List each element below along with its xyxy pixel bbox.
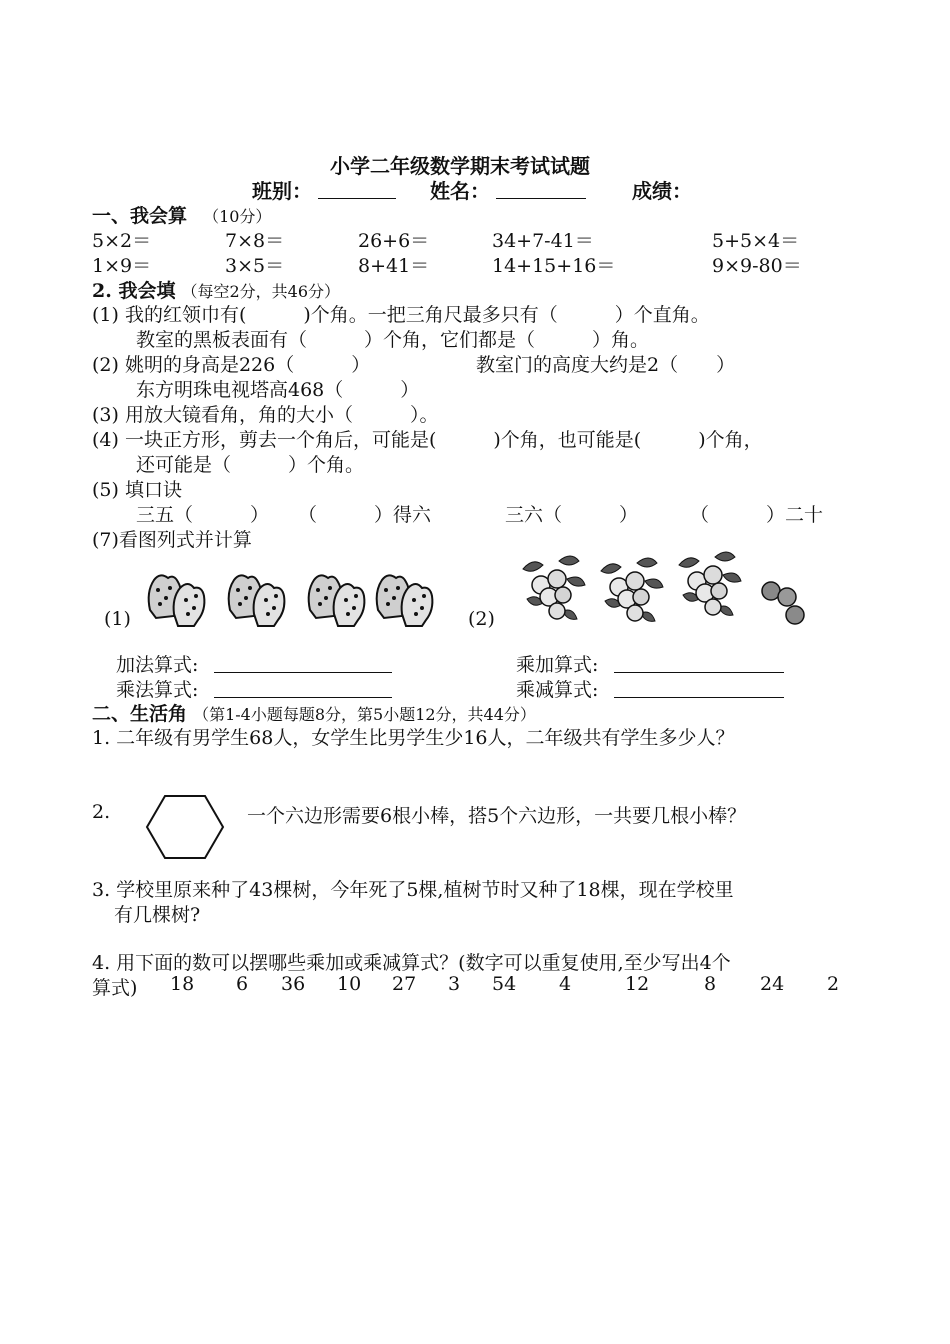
picture-question-title: (7)看图列式并计算 [92,529,252,551]
mult-sub-answer-line[interactable] [614,675,784,698]
rhyme-a: 三五（ ） [136,504,270,526]
rhyme-d: （ ）二十 [690,504,824,526]
picture-1-label: (1) [104,608,131,630]
section1-heading: 一、我会算 [92,205,188,227]
gloves-illustration [140,570,440,630]
word-problem-4a: 4. 用下面的数可以摆哪些乘加或乘减算式？(数字可以重复使用,至少写出4个 [92,952,731,974]
class-field[interactable] [318,176,396,199]
number-item: 2 [827,973,840,995]
rhyme-c: 三六（ ） [505,504,639,526]
fill-question-1a: (1) 我的红领巾有( )个角。一把三角尺最多只有（ ）个直角。 [92,304,710,326]
picture-2-label: (2) [468,608,495,630]
mult-add-label: 乘加算式: [516,654,599,676]
word-problem-2-number: 2. [92,801,111,823]
calc-item: 1×9＝ [92,255,152,277]
word-problem-4-prefix: 算式) [92,977,138,999]
calc-item: 34+7-41＝ [492,230,594,252]
name-label: 姓名： [430,179,490,203]
name-field[interactable] [496,176,586,199]
calc-item: 14+15+16＝ [492,255,616,277]
section2-points: （每空2分，共46分） [181,282,341,301]
word-problem-3a: 3. 学校里原来种了43棵树，今年死了5棵,植树节时又种了18棵，现在学校里 [92,879,734,901]
apples-illustration [515,545,815,630]
word-problem-1: 1. 二年级有男学生68人，女学生比男学生少16人，二年级共有学生多少人？ [92,727,735,749]
mult-add-answer-line[interactable] [614,650,784,673]
word-problem-2: 一个六边形需要6根小棒，搭5个六边形，一共要几根小棒？ [247,805,747,827]
mult-sub-label: 乘减算式: [516,679,599,701]
page-title: 小学二年级数学期末考试试题 [330,154,590,178]
fill-question-2a: (2) 姚明的身高是226（ ） [92,354,371,376]
addition-answer-line[interactable] [214,650,392,673]
number-item: 36 [281,973,306,995]
multiplication-label: 乘法算式: [116,679,199,701]
section2-heading: 2. 我会填 [92,280,176,302]
number-item: 3 [448,973,461,995]
calc-item: 5×2＝ [92,230,152,252]
number-item: 10 [337,973,362,995]
class-label: 班别： [252,179,312,203]
fill-question-5-title: (5) 填口诀 [92,479,182,501]
fill-question-4b: 还可能是（ ）个角。 [136,454,365,476]
fill-question-1b: 教室的黑板表面有（ ）个角，它们都是（ ）角。 [136,329,650,351]
calc-item: 5+5×4＝ [712,230,800,252]
calc-item: 8+41＝ [358,255,430,277]
section3-heading: 二、生活角 [92,703,188,725]
number-item: 12 [625,973,650,995]
rhyme-b: （ ）得六 [298,504,432,526]
addition-label: 加法算式: [116,654,199,676]
number-item: 18 [170,973,195,995]
multiplication-answer-line[interactable] [214,675,392,698]
hexagon-icon [145,794,225,860]
number-item: 8 [704,973,717,995]
calc-item: 7×8＝ [225,230,285,252]
fill-question-2b: 教室门的高度大约是2（ ） [476,354,736,376]
number-item: 6 [236,973,249,995]
fill-question-4a: (4) 一块正方形，剪去一个角后，可能是( )个角，也可能是( )个角， [92,429,763,451]
fill-question-2c: 东方明珠电视塔高468（ ） [136,379,420,401]
score-label: 成绩： [632,179,692,203]
section3-points: （第1-4小题每题8分，第5小题12分，共44分） [193,705,536,724]
number-item: 4 [559,973,572,995]
calc-item: 3×5＝ [225,255,285,277]
number-item: 54 [492,973,517,995]
word-problem-3b: 有几棵树? [114,904,201,926]
number-item: 27 [392,973,417,995]
fill-question-3: (3) 用放大镜看角，角的大小（ ）。 [92,404,439,426]
section1-points: （10分） [203,207,272,226]
calc-item: 26+6＝ [358,230,430,252]
number-item: 24 [760,973,785,995]
calc-item: 9×9-80＝ [712,255,802,277]
